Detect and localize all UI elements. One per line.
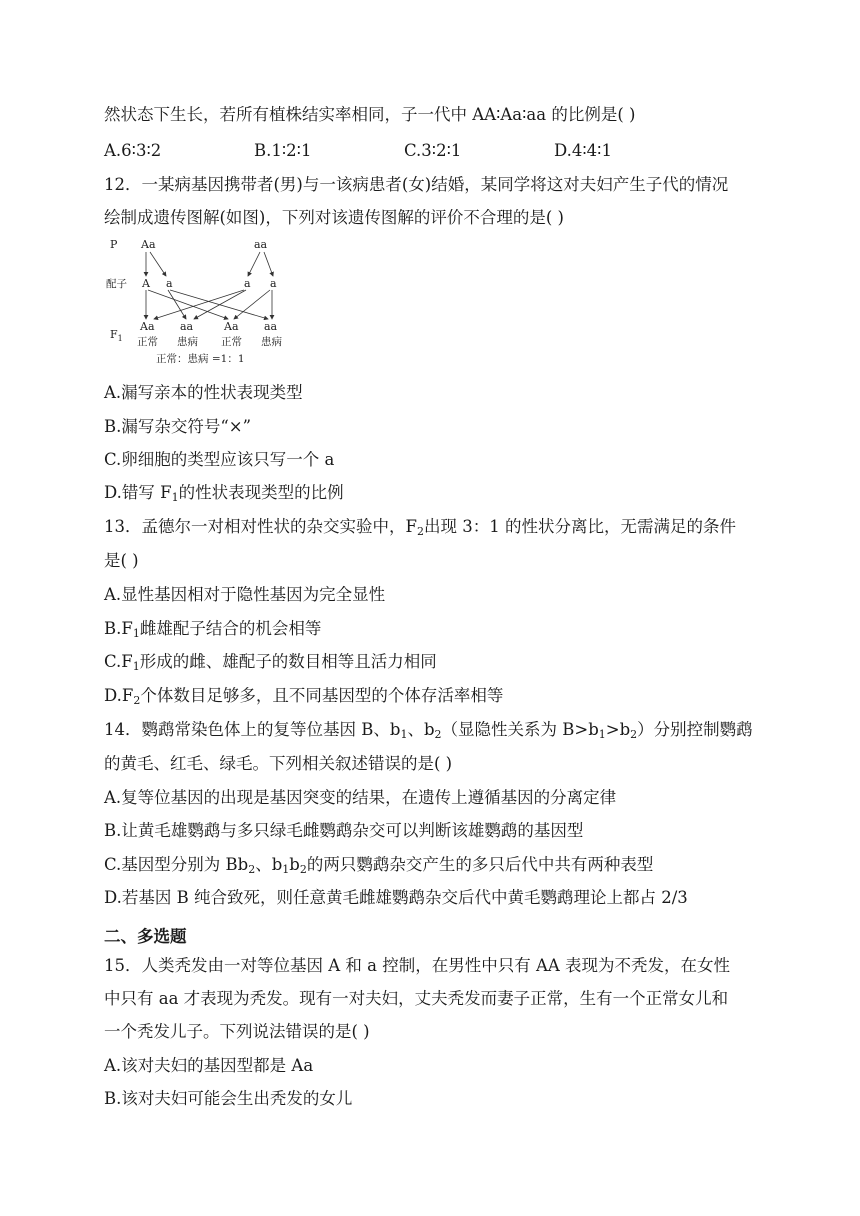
section-heading: 二、多选题: [104, 927, 187, 946]
phenotype-ratio: 正常：患病 =1：1: [156, 353, 245, 365]
q12-stem-line-2: 绘制成遗传图解(如图)，下列对该遗传图解的评价不合理的是( ): [104, 208, 564, 227]
f1-label: $F_1$: [110, 328, 123, 343]
offspring-4-phenotype: 患病: [261, 336, 282, 348]
q11-option-a: A.6∶3∶2: [104, 141, 162, 160]
gamete-3: a: [244, 277, 251, 290]
q15-stem-line-3: 一个秃发儿子。下列说法错误的是( ): [104, 1022, 370, 1041]
gamete-2: a: [166, 277, 173, 290]
q13-option-b: $B.F_1$雌雄配子结合的机会相等: [104, 619, 322, 640]
offspring-4-genotype: aa: [264, 320, 278, 333]
q11-option-c: C.3∶2∶1: [404, 141, 462, 160]
q11-options: [104, 140, 612, 162]
q13-option-d: $D.F_2$个体数目足够多，且不同基因型的个体存活率相等: [104, 686, 504, 707]
q13-option-c: $C.F_1$形成的雌、雄配子的数目相等且活力相同: [104, 652, 437, 673]
q12-stem-line-1: 12．一某病基因携带者(男)与一该病患者(女)结婚，某同学将这对夫妇产生子代的情况: [104, 175, 729, 194]
q11-stem-continuation: 然状态下生长，若所有植株结实率相同，子一代中 AA∶Aa∶aa 的比例是( ): [104, 105, 636, 124]
gamete-label: 配子: [106, 278, 127, 290]
parent-1-genotype: Aa: [141, 238, 156, 251]
q15-option-a: A.该对夫妇的基因型都是 Aa: [104, 1056, 314, 1075]
q12-option-d: D.错写 $F_1$的性状表现类型的比例: [104, 483, 344, 504]
q14-stem-line-2: 的黄毛、红毛、绿毛。下列相关叙述错误的是( ): [104, 754, 453, 773]
offspring-3-genotype: Aa: [224, 320, 239, 333]
q12-option-a: A.漏写亲本的性状表现类型: [104, 383, 303, 402]
q11-option-d: D.4∶4∶1: [554, 141, 612, 160]
q14-stem-line-1: 14．鹦鹉常染色体上的复等位基因 B、$b_1$、$b_2$（显隐性关系为 $B>b_1>b_2$）分别控制鹦鹉: [104, 720, 753, 741]
q13-stem-line-2: 是( ): [104, 551, 139, 570]
q14-option-a: A.复等位基因的出现是基因突变的结果，在遗传上遵循基因的分离定律: [104, 788, 617, 807]
q11-option-b: B.1∶2∶1: [254, 141, 312, 160]
gamete-1: A: [142, 277, 150, 290]
q15-stem-line-2: 中只有 aa 才表现为秃发。现有一对夫妇，丈夫秃发而妻子正常，生有一个正常女儿和: [104, 989, 729, 1008]
q13-option-a: A.显性基因相对于隐性基因为完全显性: [104, 585, 386, 604]
q13-stem-line-1: 13．孟德尔一对相对性状的杂交实验中，$F_2$出现 3：1 的性状分离比，无需满足的条件: [104, 517, 736, 538]
q14-option-b: B.让黄毛雄鹦鹉与多只绿毛雌鹦鹉杂交可以判断该雄鹦鹉的基因型: [104, 821, 584, 840]
q12-option-b: B.漏写杂交符号“×”: [104, 417, 252, 436]
offspring-2-phenotype: 患病: [177, 336, 198, 348]
q15-stem-line-1: 15．人类秃发由一对等位基因 A 和 a 控制，在男性中只有 AA 表现为不秃发，在女性: [104, 956, 731, 975]
q14-option-c: C.基因型分别为 $Bb_2$、$b_1b_2$的两只鹦鹉杂交产生的多只后代中共有两种表型: [104, 855, 654, 876]
q12-option-c: C.卵细胞的类型应该只写一个 a: [104, 450, 335, 469]
offspring-1-genotype: Aa: [140, 320, 155, 333]
genetic-cross-diagram: [104, 232, 294, 372]
parent-2-genotype: aa: [254, 238, 268, 251]
offspring-1-phenotype: 正常: [137, 336, 158, 348]
offspring-2-genotype: aa: [180, 320, 194, 333]
offspring-3-phenotype: 正常: [221, 336, 242, 348]
gamete-4: a: [270, 277, 277, 290]
p-generation-label: P: [110, 238, 118, 251]
q14-option-d: D.若基因 B 纯合致死，则任意黄毛雌雄鹦鹉杂交后代中黄毛鹦鹉理论上都占 2/3: [104, 888, 688, 907]
q15-option-b: B.该对夫妇可能会生出秃发的女儿: [104, 1089, 353, 1108]
